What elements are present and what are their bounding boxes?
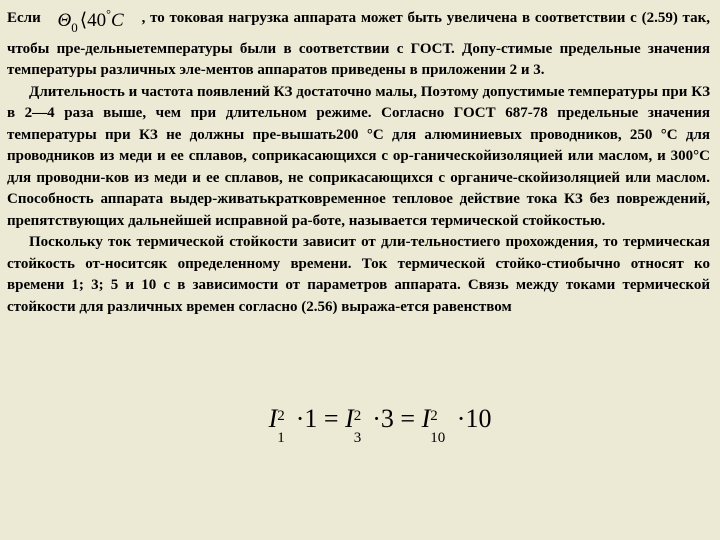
eq-sub-1: 1	[277, 430, 285, 446]
eq-var-2: I	[345, 404, 354, 433]
paragraph-1-text: , то токовая нагрузка аппарата может быть увеличена в соответствии с (2.59) так, чтобы пре-дельныетемпературы были в соответствии с ГОСТ. Допу-стимые предельные значения температуры различных эле-ментов аппаратов приведены в приложении 2 и 3.	[7, 10, 710, 78]
eq-equals-2: =	[400, 404, 416, 433]
eq-mult-3: 10	[465, 404, 492, 433]
eq-dot-3: ·	[456, 404, 466, 433]
paragraph-1	[7, 4, 710, 82]
paragraph-1-lead: Если	[7, 10, 41, 26]
temperature-value: 40	[87, 10, 107, 31]
eq-equals-1: =	[323, 404, 339, 433]
eq-dot-2: ·	[372, 404, 381, 433]
temperature-unit: C	[110, 10, 124, 31]
eq-power-1: 2	[277, 408, 285, 424]
eq-var-3: I	[421, 404, 431, 433]
eq-mult-1: 1	[304, 404, 318, 433]
eq-term-1-indices	[277, 408, 289, 446]
eq-sub-3: 10	[430, 430, 446, 446]
eq-term-3-indices	[430, 408, 450, 446]
eq-power-3: 2	[430, 408, 438, 424]
eq-sub-2: 3	[353, 430, 362, 446]
eq-term-2-indices	[353, 408, 366, 446]
degree-symbol: °	[106, 7, 111, 21]
thermal-stability-equation	[0, 404, 720, 446]
eq-power-2: 2	[353, 408, 362, 424]
eq-var-1: I	[268, 404, 278, 433]
theta-subscript: 0	[71, 20, 78, 35]
eq-dot-1: ·	[295, 404, 305, 433]
inline-temperature-formula	[57, 4, 123, 39]
eq-mult-2: 3	[380, 404, 394, 433]
paragraph-3: Поскольку ток термической стойкости зависит от дли-тельностиего прохождения, то термическая стойкость от-носитсяк определенному времени. Ток термической стойко-стиобычно относят ко времени 1; 3; 5 и 10 с в зависимости от параметров аппарата. Связь между токами термической стойкости для различных времен согласно (2.56) выража-ется равенством	[7, 234, 710, 315]
relation-symbol: ⟨	[79, 10, 88, 31]
paragraph-2: Длительность и частота появлений КЗ достаточно малы, Поэтому допустимые температуры при КЗ в 2—4 раза выше, чем при длительном режиме. Согласно ГОСТ 687-78 предельные значения температуры при КЗ не должны пре-вышать200 °C для алюминиевых проводников, 250 °C для проводников из меди и ее сплавов, соприкасающихся с ор-ганическойизоляцией или маслом, и 300°C для проводни-ков из меди и ее сплавов, не соприкасающихся с органиче-скойизоляцией или маслом. Способность аппарата выдер-живатькратковременное тепловое действие тока КЗ без повреждений, препятствующих дальнейшей исправной ра-боте, называется термической стойкостью.	[7, 83, 710, 229]
theta-symbol: Θ	[57, 10, 72, 31]
